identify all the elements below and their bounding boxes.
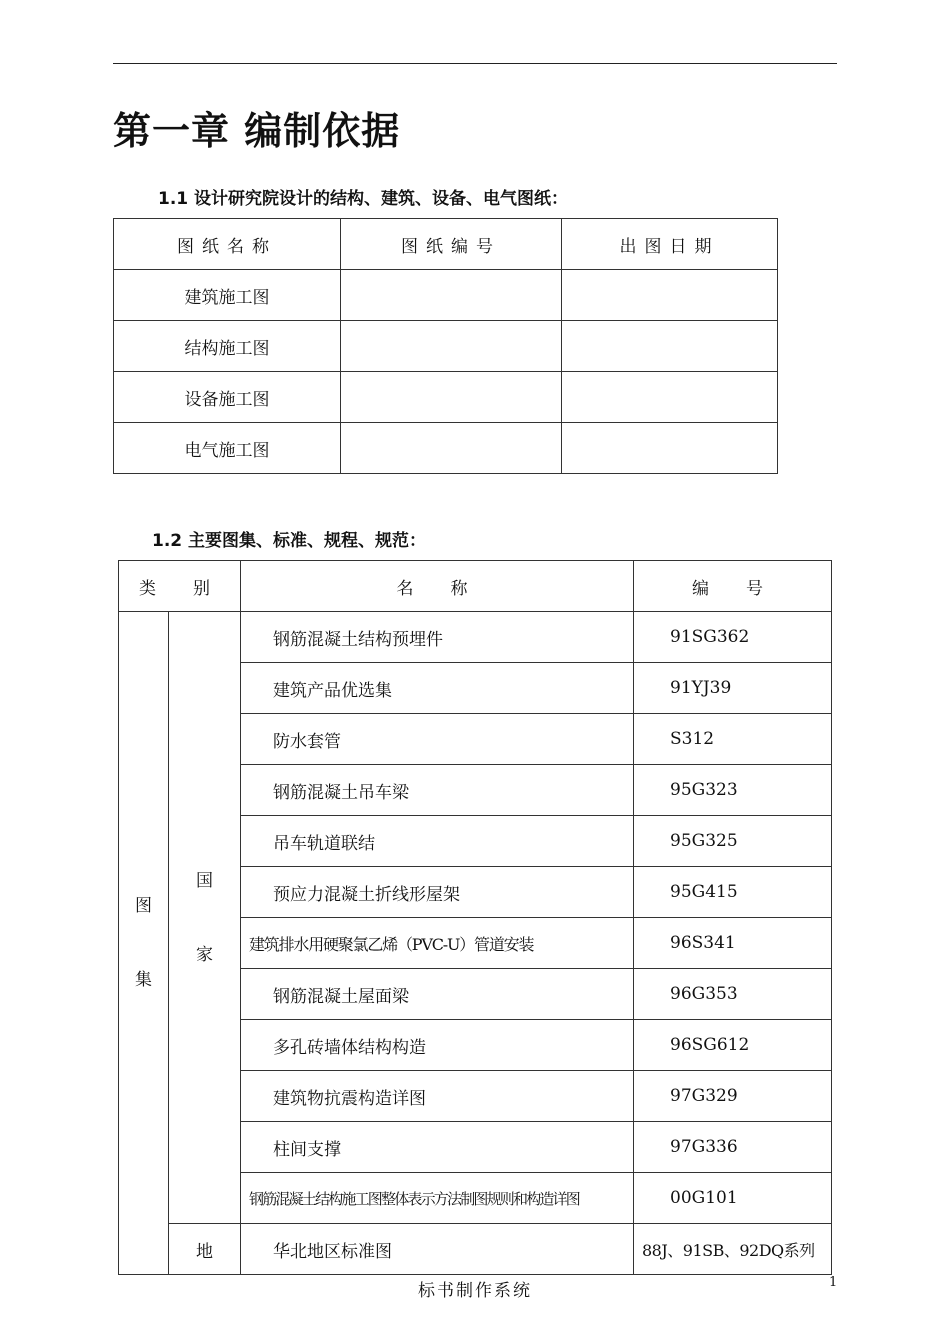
standard-name: 防水套管 xyxy=(241,714,634,765)
table-row xyxy=(114,321,778,372)
header-drawing-number: 图纸编号 xyxy=(341,219,562,270)
standard-name: 钢筋混凝土结构预埋件 xyxy=(241,612,634,663)
standard-name: 建筑物抗震构造详图 xyxy=(241,1071,634,1122)
chapter-title: 第一章 编制依据 xyxy=(113,109,401,153)
standard-code: 96G353 xyxy=(634,969,832,1020)
issue-date xyxy=(562,270,778,321)
standard-code: 91SG362 xyxy=(634,612,832,663)
standard-code: 97G336 xyxy=(634,1122,832,1173)
standard-code: 95G325 xyxy=(634,816,832,867)
table-header-row xyxy=(114,219,778,270)
group-national-label: 国家 xyxy=(196,870,213,965)
standard-name: 预应力混凝土折线形屋架 xyxy=(241,867,634,918)
standard-name: 钢筋混凝土屋面梁 xyxy=(241,969,634,1020)
drawing-number xyxy=(341,372,562,423)
standard-code: 97G329 xyxy=(634,1071,832,1122)
drawing-number xyxy=(341,423,562,474)
table-row xyxy=(114,372,778,423)
issue-date xyxy=(562,423,778,474)
standard-code: S312 xyxy=(634,714,832,765)
group-national-cell xyxy=(169,612,241,1224)
header-rule xyxy=(113,63,837,64)
table-header-row xyxy=(119,561,832,612)
drawing-number xyxy=(341,270,562,321)
category-cell xyxy=(119,612,169,1275)
standard-code: 00G101 xyxy=(634,1173,832,1224)
drawing-name: 电气施工图 xyxy=(114,423,341,474)
drawing-number xyxy=(341,321,562,372)
drawings-table xyxy=(113,218,778,474)
group-local-label: 地 xyxy=(169,1224,241,1275)
standards-table xyxy=(118,560,832,1275)
table-row xyxy=(114,423,778,474)
standard-name: 柱间支撑 xyxy=(241,1122,634,1173)
section-1-title: 1.1 设计研究院设计的结构、建筑、设备、电气图纸： xyxy=(158,189,569,209)
header-name: 名 称 xyxy=(241,561,634,612)
issue-date xyxy=(562,321,778,372)
standard-name: 多孔砖墙体结构构造 xyxy=(241,1020,634,1071)
standard-code: 96SG612 xyxy=(634,1020,832,1071)
header-issue-date: 出图日期 xyxy=(562,219,778,270)
standard-name: 华北地区标准图 xyxy=(241,1224,634,1275)
drawing-name: 结构施工图 xyxy=(114,321,341,372)
standard-code: 91YJ39 xyxy=(634,663,832,714)
standard-code: 88J、91SB、92DQ系列 xyxy=(634,1224,832,1275)
header-category: 类 别 xyxy=(119,561,241,612)
standard-code: 95G323 xyxy=(634,765,832,816)
standard-name: 建筑产品优选集 xyxy=(241,663,634,714)
page-footer: 标书制作系统 xyxy=(418,1281,532,1301)
standard-code: 95G415 xyxy=(634,867,832,918)
standard-name: 钢筋混凝土结构施工图整体表示方法制图规则和构造详图 xyxy=(241,1173,634,1224)
standard-code: 96S341 xyxy=(634,918,832,969)
table-row xyxy=(114,270,778,321)
page-number: 1 xyxy=(829,1275,838,1290)
header-code: 编 号 xyxy=(634,561,832,612)
drawing-name: 建筑施工图 xyxy=(114,270,341,321)
category-label: 图集 xyxy=(135,896,152,990)
header-drawing-name: 图纸名称 xyxy=(114,219,341,270)
issue-date xyxy=(562,372,778,423)
standard-name: 钢筋混凝土吊车梁 xyxy=(241,765,634,816)
drawing-name: 设备施工图 xyxy=(114,372,341,423)
table-row xyxy=(119,612,832,663)
table-row xyxy=(119,1224,832,1275)
section-2-title: 1.2 主要图集、标准、规程、规范： xyxy=(152,531,427,551)
standard-name: 吊车轨道联结 xyxy=(241,816,634,867)
standard-name: 建筑排水用硬聚氯乙烯（PVC-U）管道安装 xyxy=(241,918,634,969)
